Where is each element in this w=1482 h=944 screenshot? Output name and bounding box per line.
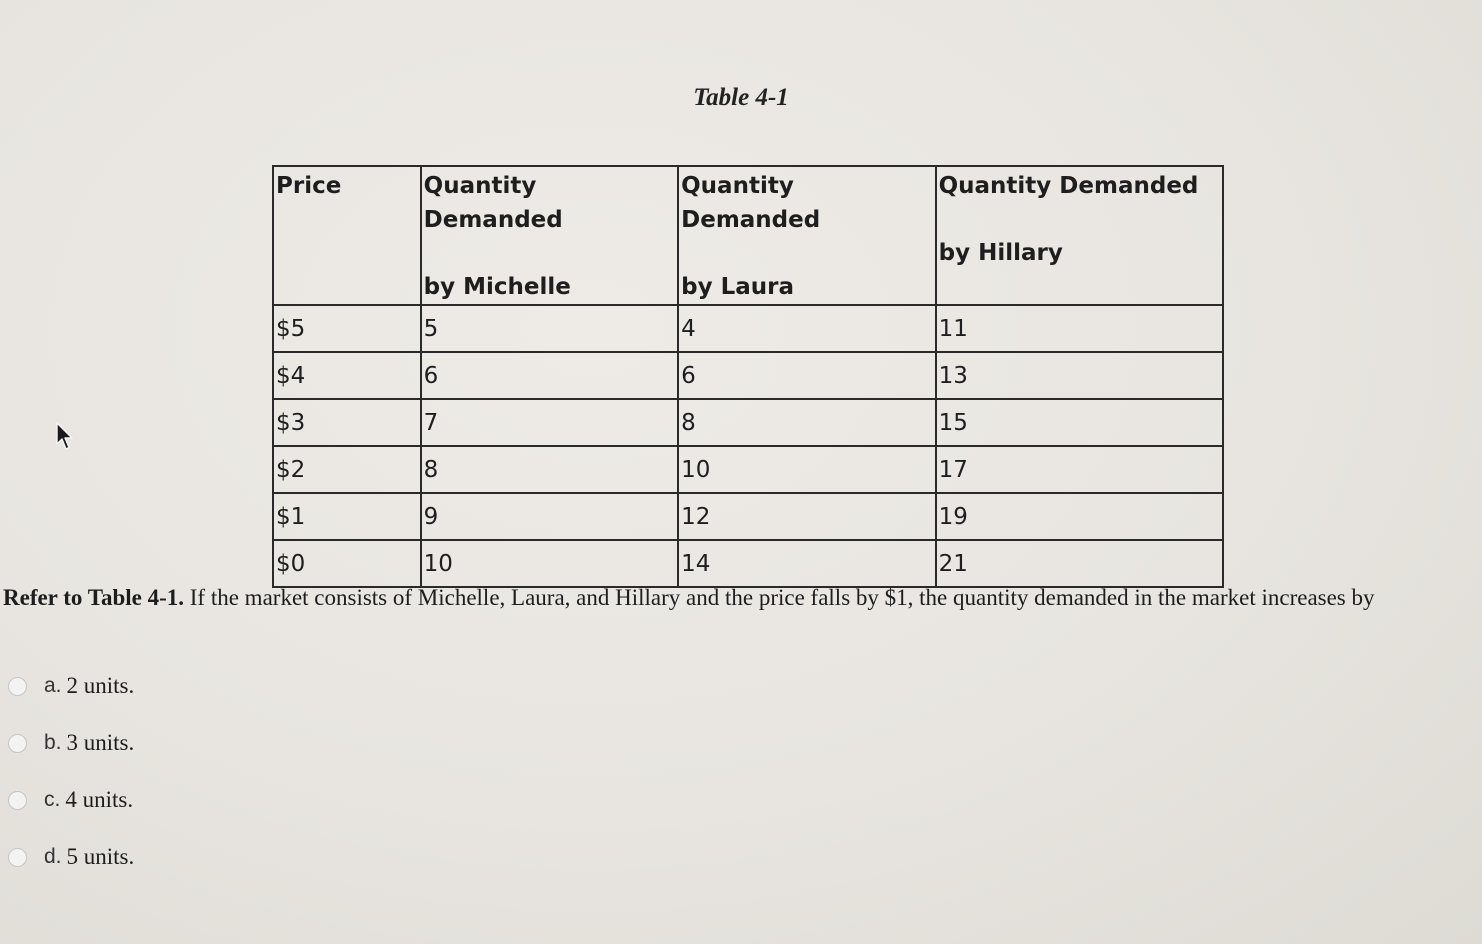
michelle-cell: 9 [421, 493, 678, 540]
price-cell: $5 [273, 305, 421, 352]
hillary-cell: 11 [936, 305, 1223, 352]
option-letter: b. [44, 731, 62, 754]
laura-cell: 4 [678, 305, 935, 352]
option-a[interactable] [8, 668, 134, 725]
price-cell: $4 [273, 352, 421, 399]
table-title: Table 4-1 [693, 84, 789, 111]
table-row [273, 399, 1223, 446]
table-row [273, 305, 1223, 352]
option-label: 4 units. [65, 787, 134, 812]
michelle-cell: 8 [421, 446, 678, 493]
option-label: 2 units. [66, 673, 135, 698]
header-michelle: Quantity Demanded by Michelle [421, 166, 678, 305]
option-letter: c. [44, 788, 61, 811]
answer-options [8, 668, 134, 896]
hillary-cell: 21 [936, 540, 1223, 587]
price-cell: $1 [273, 493, 421, 540]
option-letter: d. [44, 845, 62, 868]
mouse-pointer-icon [55, 422, 77, 452]
table-row [273, 493, 1223, 540]
price-cell: $2 [273, 446, 421, 493]
laura-cell: 8 [678, 399, 935, 446]
hillary-cell: 17 [936, 446, 1223, 493]
michelle-cell: 7 [421, 399, 678, 446]
radio-button-icon[interactable] [8, 734, 27, 753]
option-label: 3 units. [66, 730, 135, 755]
laura-cell: 10 [678, 446, 935, 493]
question-body: If the market consists of Michelle, Laura, and Hillary and the price falls by $1, the quantity demanded in the market increases by [184, 585, 1375, 610]
price-cell: $3 [273, 399, 421, 446]
option-d[interactable] [8, 839, 134, 896]
radio-button-icon[interactable] [8, 791, 27, 810]
hillary-cell: 19 [936, 493, 1223, 540]
header-price: Price [273, 166, 421, 305]
hillary-cell: 13 [936, 352, 1223, 399]
radio-button-icon[interactable] [8, 677, 27, 696]
laura-cell: 14 [678, 540, 935, 587]
demand-table [272, 165, 1224, 588]
laura-cell: 6 [678, 352, 935, 399]
laura-cell: 12 [678, 493, 935, 540]
radio-button-icon[interactable] [8, 848, 27, 867]
michelle-cell: 10 [421, 540, 678, 587]
option-b[interactable] [8, 725, 134, 782]
header-hillary: Quantity Demanded by Hillary [936, 166, 1223, 305]
price-cell: $0 [273, 540, 421, 587]
michelle-cell: 6 [421, 352, 678, 399]
michelle-cell: 5 [421, 305, 678, 352]
option-c[interactable] [8, 782, 134, 839]
table-header-row [273, 166, 1223, 305]
option-letter: a. [44, 674, 62, 697]
question-text [3, 580, 1473, 616]
header-laura: Quantity Demanded by Laura [678, 166, 935, 305]
hillary-cell: 15 [936, 399, 1223, 446]
question-reference: Refer to Table 4-1. [3, 585, 185, 610]
option-label: 5 units. [66, 844, 135, 869]
table-row [273, 446, 1223, 493]
table-row [273, 352, 1223, 399]
